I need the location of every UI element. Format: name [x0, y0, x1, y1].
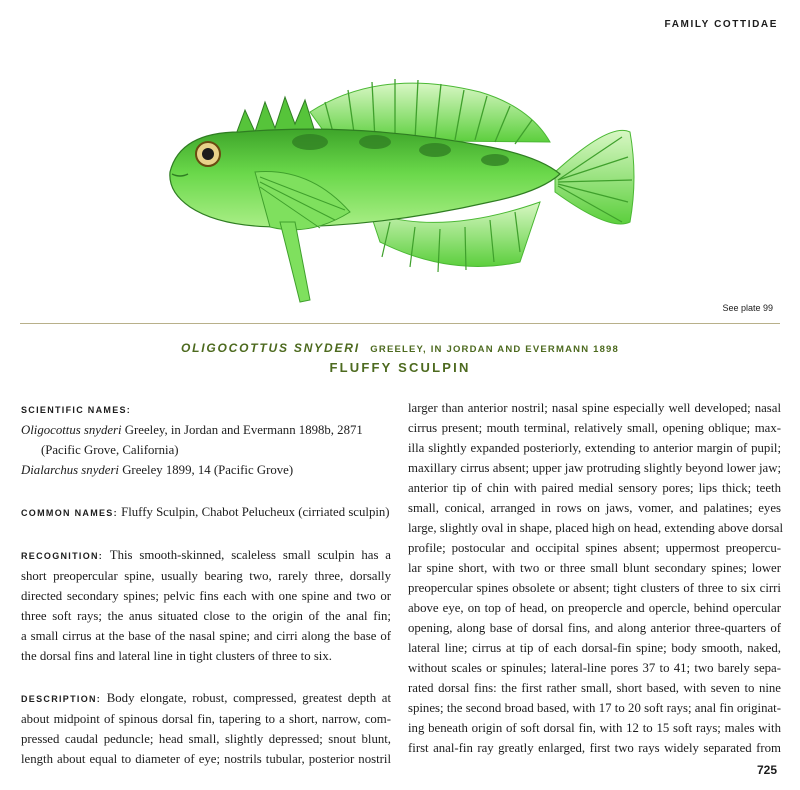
common-names-paragraph: [21, 502, 391, 523]
section-divider: [20, 323, 780, 324]
description-line: maxillary cirrus absent; upper jaw protruding slightly beyond lower jaw;: [408, 461, 781, 475]
recognition-line: [21, 545, 391, 566]
description-line: anterior tip of chin with paired medial sensory pores; lips thick; teeth: [408, 481, 781, 495]
page-number: 725: [756, 763, 777, 777]
fish-illustration: [160, 62, 640, 312]
species-heading: [0, 339, 800, 357]
description-line: [21, 688, 391, 709]
recognition-text: This smooth-skinned, scaleless small sculpin has a: [109, 548, 391, 562]
description-line: without scales or spinules; lateral-line pores 37 to 41; two barely sepa-: [408, 661, 781, 675]
citation-locality: (Pacific Grove, California): [41, 443, 179, 457]
description-line: opening, along base of dorsal fins, and along anterior three-quarters of: [408, 621, 781, 635]
recognition-line: three soft rays; the anus situated close to the origin of the anal fin;: [21, 609, 391, 623]
description-line: lar spine short, with two or three small blunt secondary spines; lower: [408, 561, 781, 575]
recognition-line: short preopercular spine, usually bearing two, rarely three, dorsally: [21, 569, 391, 583]
description-line: spines; the second broad based, with 17 to 20 soft rays; anal fin originat-: [408, 701, 781, 715]
common-names-text: Fluffy Sculpin, Chabot Pelucheux (cirriated sculpin): [121, 505, 390, 519]
description-line: length about equal to diameter of eye; nostrils tubular, posterior nostril: [21, 752, 391, 766]
description-line: rated dorsal fins: the first rather small, short based, with seven to nine: [408, 681, 781, 695]
plate-reference: See plate 99: [722, 303, 773, 313]
citation: Greeley, in Jordan and Evermann 1898b, 2871: [124, 423, 363, 437]
recognition-line: a small cirrus at the base of the nasal spine; and cirri along the base of: [21, 629, 391, 643]
common-name-title: FLUFFY SCULPIN: [329, 360, 471, 375]
scientific-name: Dialarchus snyderi: [21, 463, 119, 477]
description-line: small, conical, arranged in rows on jaws, vomer, and palatines; eyes: [408, 501, 781, 515]
recognition-line: directed secondary spines; pelvic fins each with one spine and two or: [21, 589, 391, 603]
citation: Greeley 1899, 14 (Pacific Grove): [122, 463, 294, 477]
description-line: pressed caudal peduncle; head small, slightly depressed; snout blunt,: [21, 732, 391, 746]
species-authority: GREELEY, IN JORDAN AND EVERMANN 1898: [370, 344, 620, 355]
scientific-name-entry: [21, 420, 391, 440]
description-line: profile; postocular and occipital spines absent; uppermost preopercu-: [408, 541, 781, 555]
description-line: illa slightly expanded posteriorly, extending to anterior margin of pupil;: [408, 441, 781, 455]
right-column: [408, 398, 784, 758]
running-head: FAMILY COTTIDAE: [664, 19, 778, 30]
description-line: above eye, on top of head, on preopercle and opercle, behind opercular: [408, 601, 781, 615]
description-line: cirrus present; mouth terminal, relatively small, opening oblique; max-: [408, 421, 781, 435]
scientific-name: Oligocottus snyderi: [21, 423, 122, 437]
description-line: about midpoint of spinous dorsal fin, tapering to a short, narrow, com-: [21, 712, 391, 726]
description-line: large, slightly oval in shape, placed high on head, extending above dorsal: [408, 521, 784, 535]
left-column: [21, 400, 391, 769]
recognition-line: the dorsal fins and lateral line in tight clusters of three to six.: [21, 649, 332, 663]
common-names-label: COMMON NAMES:: [21, 508, 118, 518]
scientific-names-label: SCIENTIFIC NAMES:: [21, 405, 132, 415]
scientific-name-entry: [21, 460, 391, 480]
description-label: DESCRIPTION:: [21, 694, 102, 704]
description-text: Body elongate, robust, compressed, greatest depth at: [106, 691, 391, 705]
description-line: ing beneath origin of soft dorsal fin, with 12 to 15 soft rays; males with: [408, 721, 781, 735]
description-line: lateral line; cirrus at tip of each dorsal-fin spine; body smooth, naked,: [408, 641, 781, 655]
scientific-name-title: OLIGOCOTTUS SNYDERI: [180, 341, 360, 355]
recognition-label: RECOGNITION:: [21, 551, 104, 561]
description-line: first anal-fin ray greatly enlarged, first two rays widely separated from: [408, 741, 781, 755]
description-line: larger than anterior nostril; nasal spine especially well developed; nasal: [408, 401, 781, 415]
description-line: preopercular spines obsolete or absent; tight clusters of three to six cirri: [408, 581, 781, 595]
